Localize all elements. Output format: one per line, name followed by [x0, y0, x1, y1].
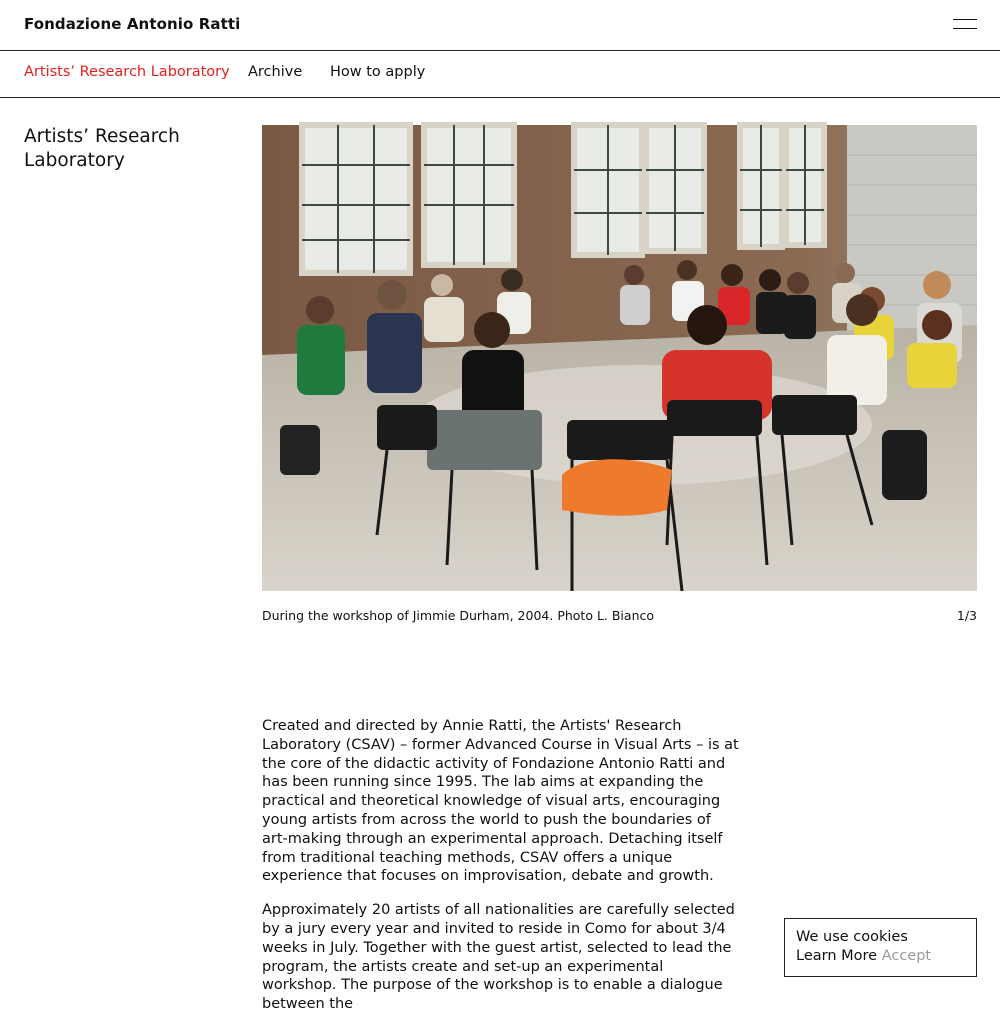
cookie-message: We use cookies	[796, 929, 908, 945]
nav-item-archive[interactable]: Archive	[248, 64, 303, 80]
cookie-actions	[796, 947, 965, 966]
paragraph: Approximately 20 artists of all nationalities are carefully selected by a jury every year and invited to reside in Como for about 3/4 weeks in July. Together with the guest artist, selected to lead the program, the artists create and set-up an experimental workshop. The purpose of the workshop is to enable a dialogue between the	[262, 902, 735, 1013]
section-nav	[0, 51, 1000, 98]
menu-line	[953, 19, 977, 20]
nav-item-how-to-apply[interactable]: How to apply	[330, 64, 426, 80]
learn-more-link[interactable]: Learn More	[796, 948, 878, 964]
cookie-banner	[784, 918, 977, 977]
menu-line	[953, 28, 977, 29]
intro-text	[262, 717, 740, 1029]
site-header	[0, 0, 1000, 51]
accept-cookies-button[interactable]: Accept	[881, 948, 932, 964]
gallery-photo[interactable]	[262, 125, 977, 591]
site-brand[interactable]: Fondazione Antonio Ratti	[24, 15, 241, 33]
nav-item-artists-research-laboratory[interactable]: Artists’ Research Laboratory	[24, 64, 230, 80]
paragraph: Created and directed by Annie Ratti, the Artists' Research Laboratory (CSAV) – former Advanced Course in Visual Arts – is at the core of the didactic activity of Fondazione Antonio Ratti and has been running since 1995. The lab aims at expanding the practical and theoretical knowledge of visual arts, encouraging young artists from across the world to push the boundaries of art-making through an experimental approach. Detaching itself from traditional teaching methods, CSAV offers a unique experience that focuses on improvisation, debate and growth.	[262, 718, 739, 885]
page-title: Artists’ Research Laboratory	[24, 126, 180, 171]
gallery-counter: 1/3	[956, 608, 977, 623]
photo-caption: During the workshop of Jimmie Durham, 2004. Photo L. Bianco	[262, 608, 655, 623]
workshop-photo-illustration	[262, 125, 977, 591]
hamburger-menu-icon[interactable]	[948, 14, 982, 36]
